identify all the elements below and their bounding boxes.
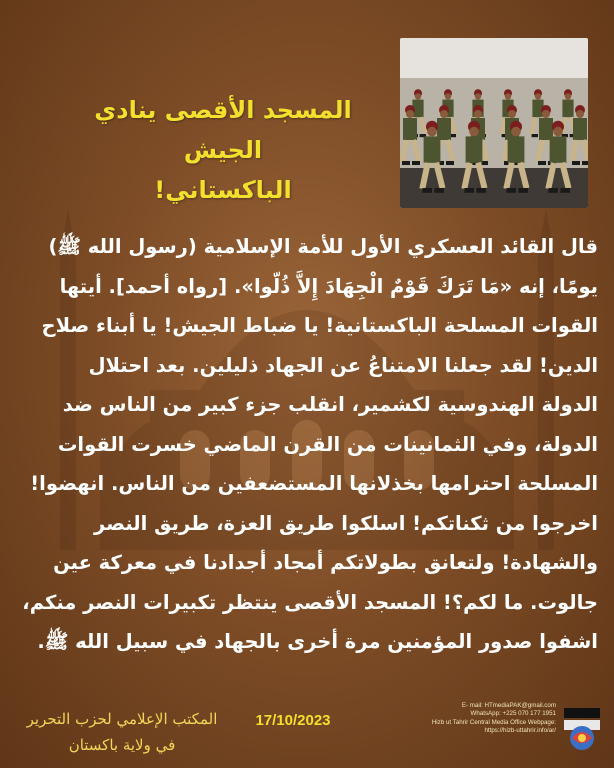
body-text xyxy=(14,227,598,662)
body-line: الدين! لقد جعلنا الامتناعُ عن الجهاد ذليلين. بعد احتلال xyxy=(88,353,598,377)
contact-email[interactable]: E- mail: HTmediaPAK@gmail.com xyxy=(461,702,556,709)
body-line: اخرجوا من ثكناتكم! اسلكوا طريق العزة، طريق النصر xyxy=(93,511,598,535)
headline xyxy=(58,90,388,210)
body-line: الدولة الهندوسية لكشمير، انقلب جزء كبير من الناس ضد xyxy=(62,393,598,416)
headline-line-1: المسجد الأقصى ينادي الجيش xyxy=(94,96,352,164)
body-line: جالوت. ما لكم؟! المسجد الأقصى ينتظر تكبيرات النصر منكم، xyxy=(22,590,598,614)
body-line: الدولة، وفي الثمانينات من القرن الماضي خسرت القوات xyxy=(57,432,598,456)
contact-webpage-label: Hizb ut Tahrir Central Media Office Webpage: xyxy=(431,718,556,726)
publication-date: 17/10/2023 xyxy=(255,712,331,729)
contact-whatsapp[interactable]: WhatsApp: +225 070 177 1951 xyxy=(470,710,556,718)
media-office-line-1: المكتب الإعلامي لحزب التحرير xyxy=(26,710,218,728)
media-office-name xyxy=(22,706,222,758)
body-line: قال القائد العسكري الأول للأمة الإسلامية (رسول الله ﷺ) xyxy=(48,235,598,258)
body-line: يومًا، إنه «مَا تَرَكَ قَوْمٌ الْجِهَادَ إِلاَّ ذُلّوا». [رواه أحمد]. أيتها xyxy=(59,274,598,298)
media-office-line-2: في ولاية باكستان xyxy=(68,736,176,754)
body-line: اشفوا صدور المؤمنين مرة أخرى بالجهاد في سبيل الله ﷺ. xyxy=(37,630,598,653)
contact-info xyxy=(384,702,556,736)
body-line: القوات المسلحة الباكستانية! يا ضباط الجيش! يا أبناء صلاح xyxy=(41,314,598,337)
body-line: المسلحة احترامها بخذلانها المستضعفين من الناس. انهضوا! xyxy=(30,472,598,495)
marching-soldiers-photo xyxy=(400,38,588,208)
hizb-ut-tahrir-logo xyxy=(560,704,604,752)
body-line: والشهادة! ولتعانق بطولاتكم أمجاد أجدادنا في معركة عين xyxy=(53,551,598,574)
contact-webpage-url[interactable]: https://hizb-uttahrir.info/ar/ xyxy=(484,727,556,735)
headline-line-2: الباكستاني! xyxy=(154,176,292,204)
